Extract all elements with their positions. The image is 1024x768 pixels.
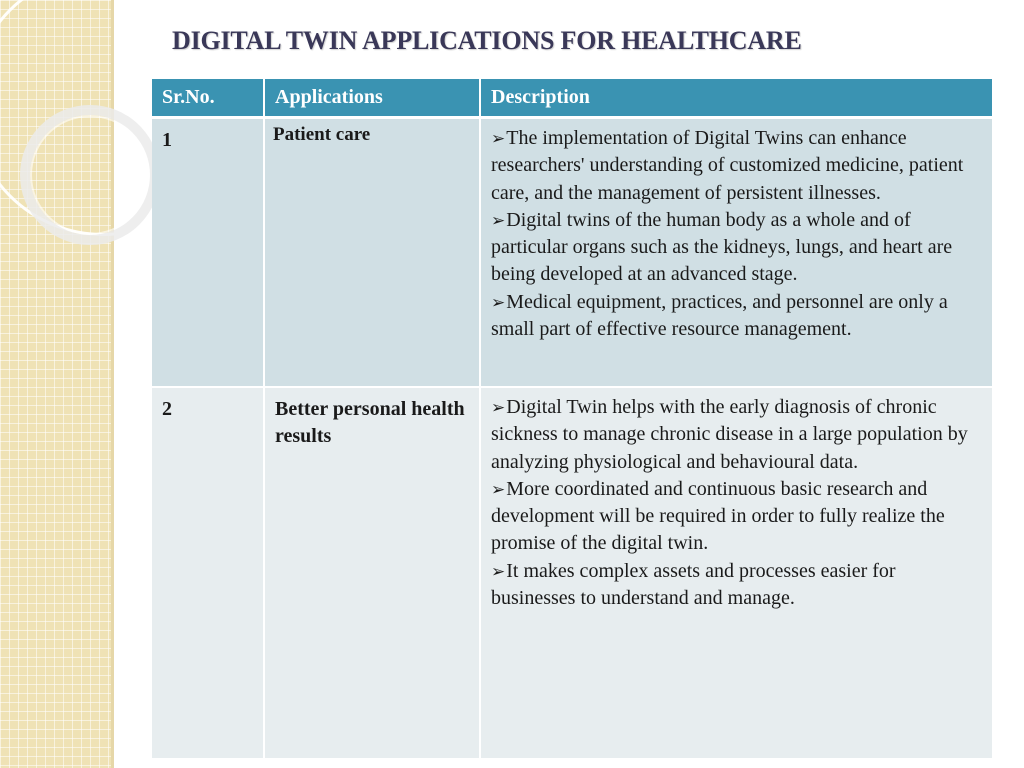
description-text: It makes complex assets and processes easier for businesses to understand and manage. (491, 559, 896, 610)
description-text: The implementation of Digital Twins can enhance researchers' understanding of customized medicine, patient care, and the management of persistent illnesses. (491, 127, 964, 204)
description-bullet (491, 558, 982, 613)
table-header-row (152, 79, 992, 118)
description-bullet (491, 476, 982, 558)
description-cell (480, 118, 992, 388)
description-bullet (491, 125, 982, 207)
description-text: Digital twins of the human body as a whole and of particular organs such as the kidneys, lungs, and heart are being developed at an advanced stage. (491, 208, 953, 286)
arrowhead-bullet-icon: ➢ (491, 398, 506, 417)
srno-cell: 2 (152, 387, 264, 759)
arrowhead-bullet-icon: ➢ (491, 210, 506, 230)
description-bullet (491, 394, 982, 476)
application-cell: Better personal health results (264, 387, 480, 759)
arrowhead-bullet-icon: ➢ (491, 292, 506, 312)
arrowhead-bullet-icon: ➢ (491, 129, 506, 148)
column-header-description: Description (480, 79, 992, 118)
applications-table (152, 79, 992, 760)
srno-cell: 1 (152, 118, 264, 388)
description-text: Medical equipment, practices, and personnel are only a small part of effective resource management. (491, 290, 948, 341)
decorative-side-strip (0, 0, 114, 768)
slide-title: DIGITAL TWIN APPLICATIONS FOR HEALTHCARE (172, 26, 802, 55)
arrowhead-bullet-icon: ➢ (491, 561, 506, 581)
description-bullet (491, 289, 982, 344)
table-row (152, 387, 992, 759)
description-bullet (491, 207, 982, 289)
description-cell (480, 387, 992, 759)
arrowhead-bullet-icon: ➢ (491, 479, 506, 499)
application-cell: Patient care (264, 118, 480, 388)
description-text: Digital Twin helps with the early diagnosis of chronic sickness to manage chronic disease in a large population by analyzing physiological and behavioural data. (491, 396, 968, 473)
column-header-srno: Sr.No. (152, 79, 264, 118)
table-row (152, 118, 992, 388)
description-text: More coordinated and continuous basic research and development will be required in order to fully realize the promise of the digital twin. (491, 477, 945, 555)
column-header-applications: Applications (264, 79, 480, 118)
